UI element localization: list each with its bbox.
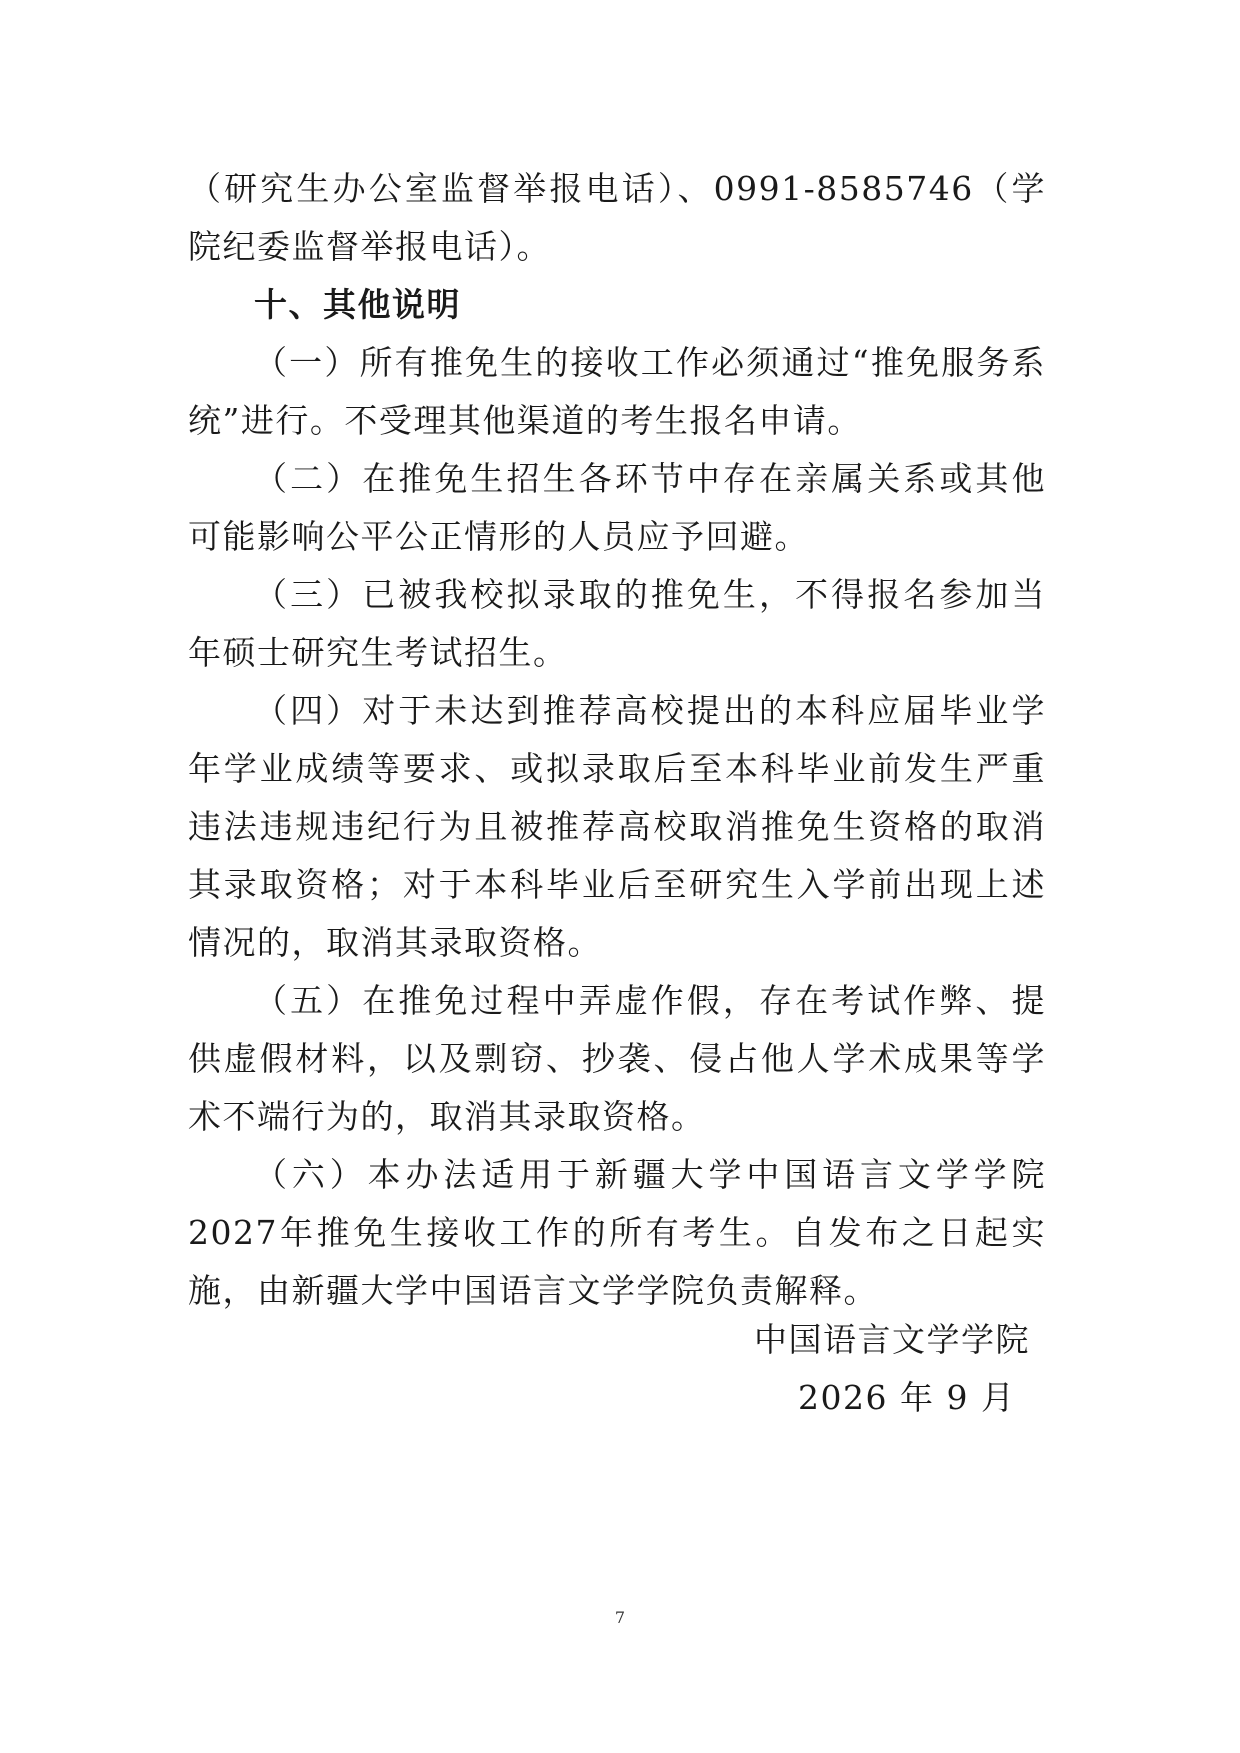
paragraph-item-4: （四）对于未达到推荐高校提出的本科应届毕业学年学业成绩等要求、或拟录取后至本科毕业前发生严重违法违规违纪行为且被推荐高校取消推免生资格的取消其录取资格；对于本科毕业后至研究生入学前出现上述情况的，取消其录取资格。 xyxy=(188,691,1046,962)
paragraph-item-1: （一）所有推免生的接收工作必须通过“推免服务系统”进行。不受理其他渠道的考生报名申请。 xyxy=(188,343,1046,440)
signature-date: 2026 年 9 月 xyxy=(798,1378,1016,1417)
signature-organization: 中国语言文学学院 xyxy=(754,1320,1030,1359)
paragraph-item-6: （六）本办法适用于新疆大学中国语言文学学院2027年推免生接收工作的所有考生。自发布之日起实施，由新疆大学中国语言文学学院负责解释。 xyxy=(188,1155,1046,1310)
document-body xyxy=(188,160,1046,1320)
paragraph-item-2: （二）在推免生招生各环节中存在亲属关系或其他可能影响公平公正情形的人员应予回避。 xyxy=(188,459,1046,556)
section-heading: 十、其他说明 xyxy=(254,285,461,324)
page-number: 7 xyxy=(614,1608,626,1627)
paragraph-item-5: （五）在推免过程中弄虚作假，存在考试作弊、提供虚假材料，以及剽窃、抄袭、侵占他人学术成果等学术不端行为的，取消其录取资格。 xyxy=(188,981,1046,1136)
paragraph-item-3: （三）已被我校拟录取的推免生，不得报名参加当年硕士研究生考试招生。 xyxy=(188,575,1046,672)
signature-block xyxy=(740,1311,1060,1427)
paragraph-continuation: （研究生办公室监督举报电话）、0991-8585746（学院纪委监督举报电话）。 xyxy=(188,169,1046,266)
